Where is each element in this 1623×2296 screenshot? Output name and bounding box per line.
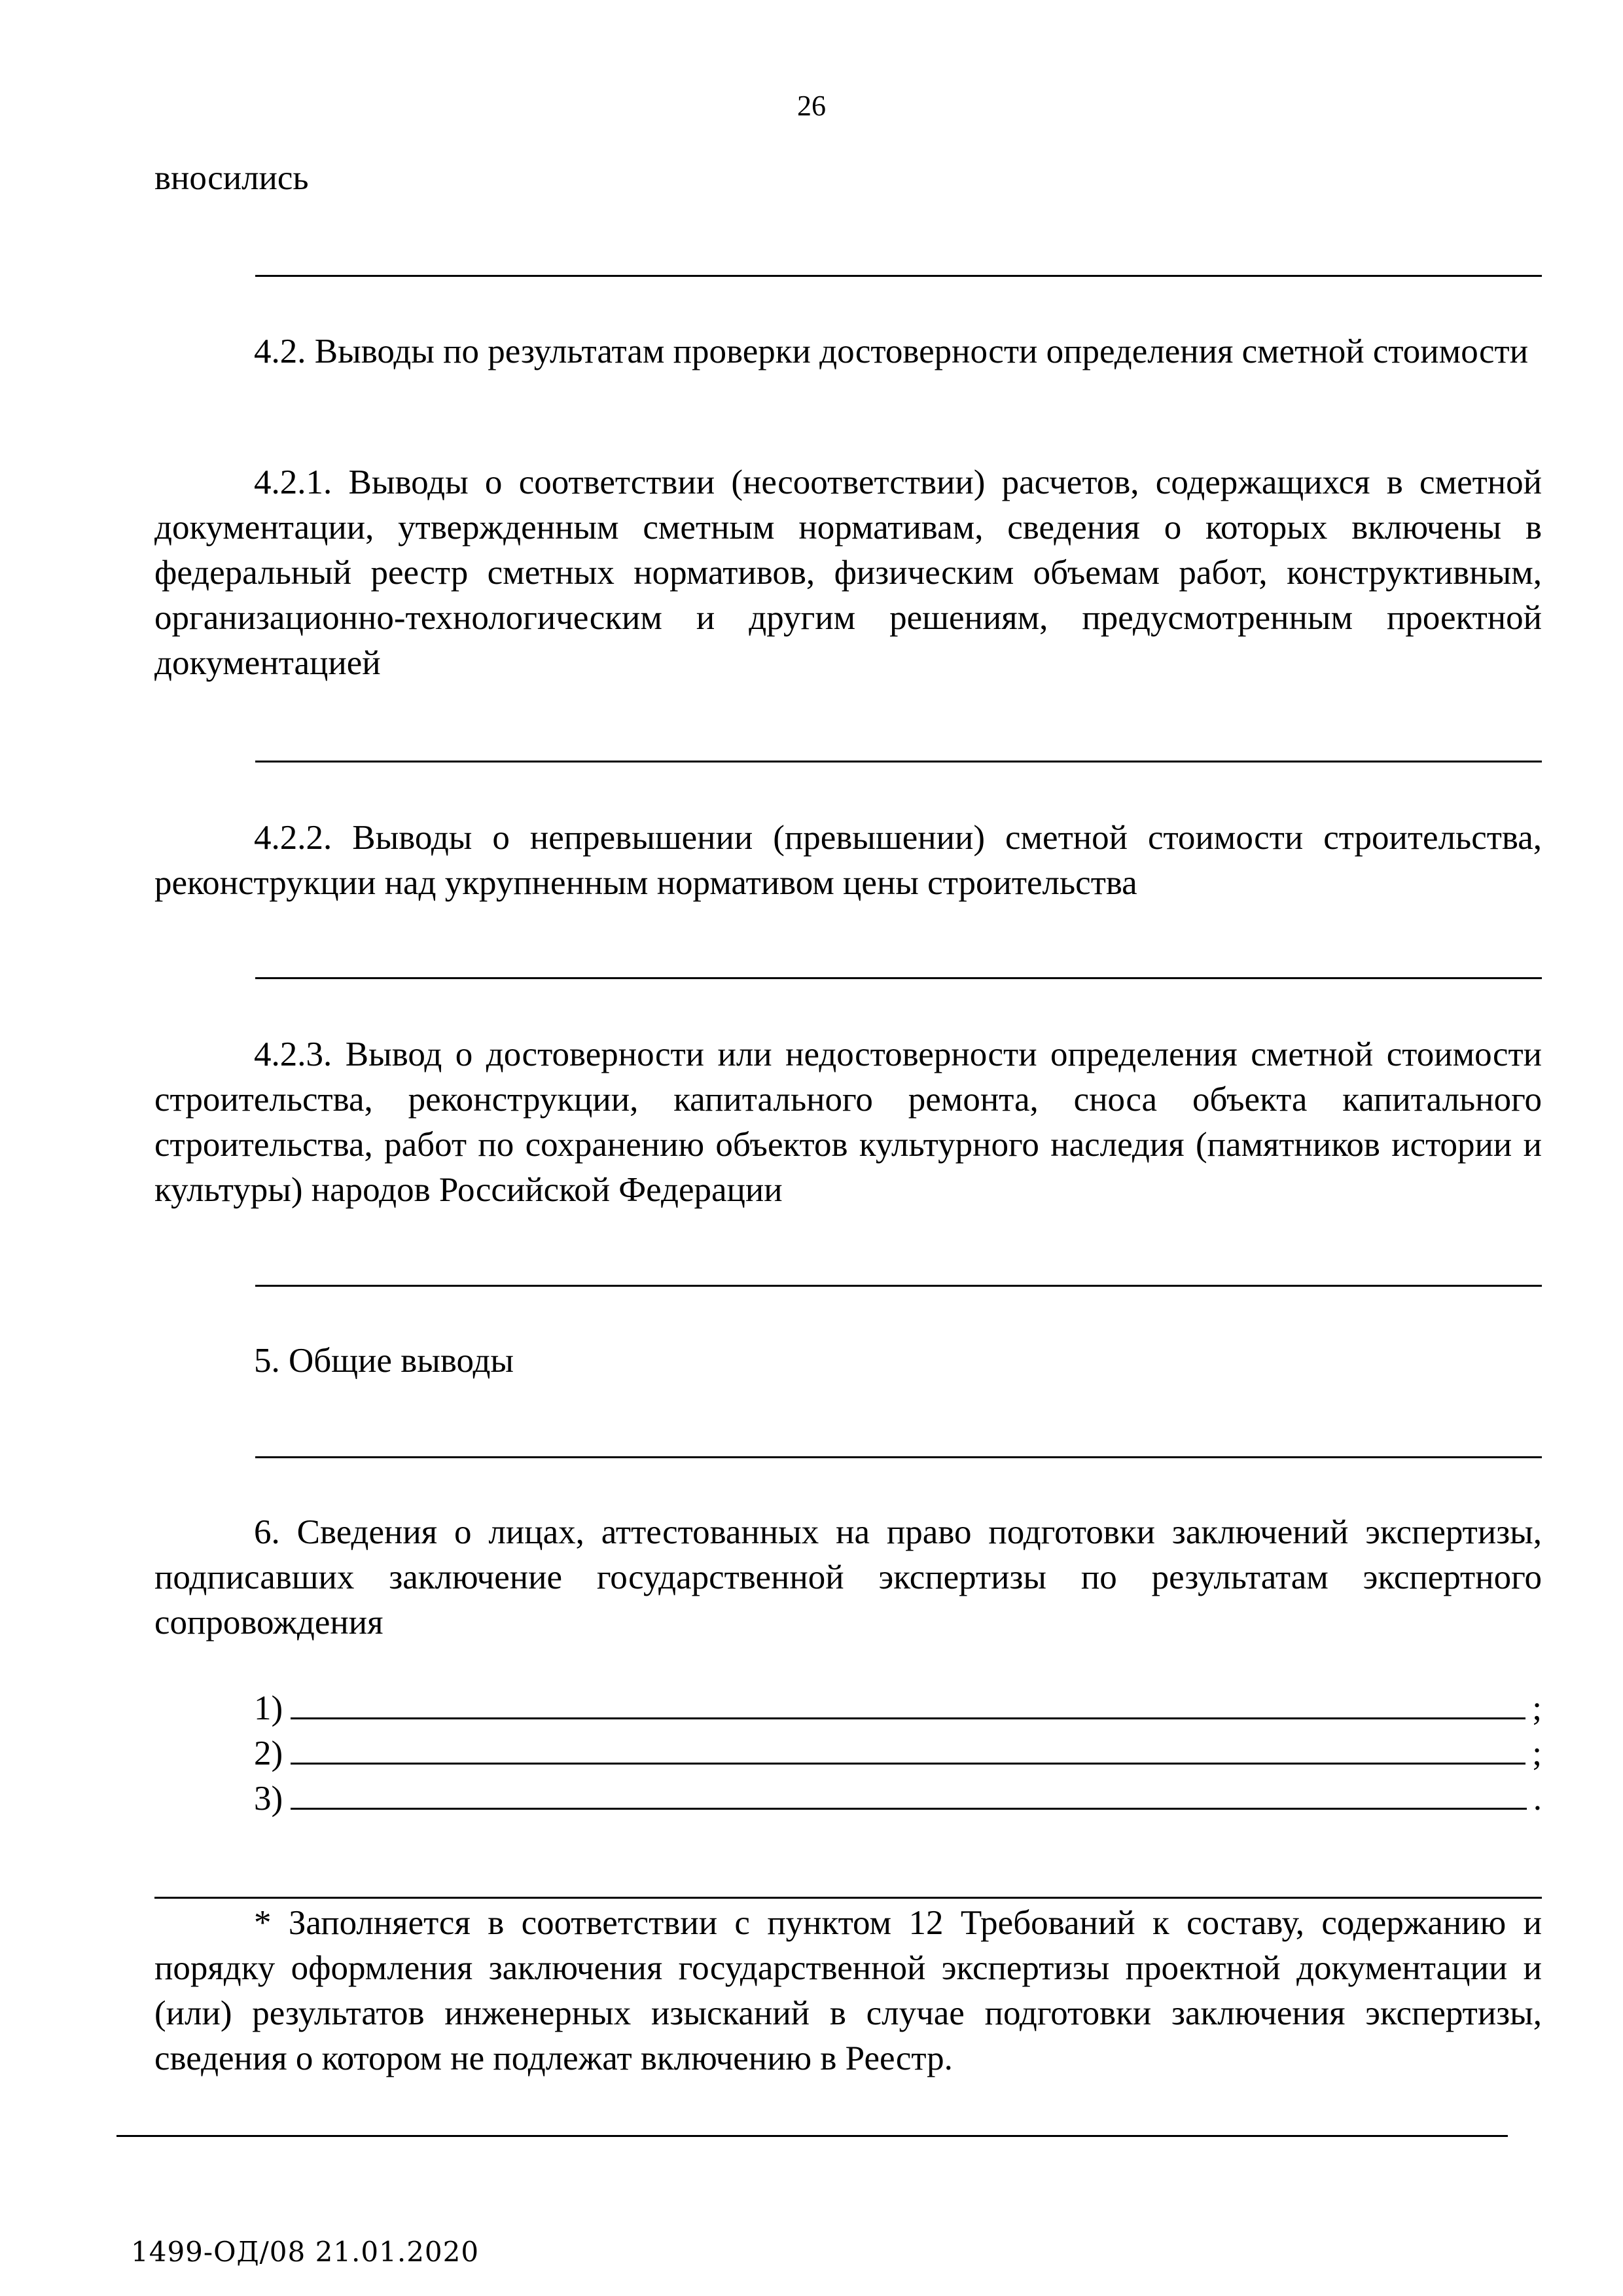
signer-entry-3 xyxy=(254,1776,1542,1821)
list-number: 3) xyxy=(254,1780,283,1818)
answer-line xyxy=(255,977,1542,979)
signer-entry-1 xyxy=(254,1686,1542,1731)
answer-line xyxy=(255,275,1542,277)
section-6-heading: 6. Сведения о лицах, аттестованных на право подготовки заключений экспертизы, подписавших заключение государственной экспертизы по результатам экспертного сопровождения xyxy=(154,1513,1542,1641)
document-code: 1499-ОД/08 21.01.2020 xyxy=(131,2236,480,2268)
continuation-text: вносились xyxy=(154,159,309,197)
signer-line xyxy=(291,1686,1525,1719)
list-punctuation: ; xyxy=(1532,1734,1542,1772)
section-5-heading: 5. Общие выводы xyxy=(254,1342,514,1380)
answer-line xyxy=(255,1285,1542,1287)
signer-entry-2 xyxy=(254,1731,1542,1776)
signer-line xyxy=(291,1776,1527,1810)
section-4-2-3-heading: 4.2.3. Вывод о достоверности или недостоверности определения сметной стоимости строительства, реконструкции, капитального ремонта, сноса объекта капитального строительства, работ по сохранению объектов культурного наследия (памятников истории и культуры) народов Российской Федерации xyxy=(154,1035,1542,1209)
footnote-separator xyxy=(154,1897,1542,1899)
list-number: 2) xyxy=(254,1734,283,1772)
page-number: 26 xyxy=(797,90,826,122)
signer-line xyxy=(291,1731,1525,1765)
answer-line xyxy=(255,761,1542,762)
section-4-2-2-heading: 4.2.2. Выводы о непревышении (превышении) сметной стоимости строительства, реконструкции над укрупненным нормативом цены строительства xyxy=(154,819,1542,902)
section-4-2-heading: 4.2. Выводы по результатам проверки достоверности определения сметной стоимости xyxy=(254,332,1529,370)
footnote: * Заполняется в соответствии с пунктом 12 Требований к составу, содержанию и порядку оформления заключения государственной экспертизы проектной документации и (или) результатов инженерных изысканий в случае подготовки заключения экспертизы, сведения о котором не подлежат включению в Реестр. xyxy=(154,1904,1542,2077)
list-number: 1) xyxy=(254,1689,283,1727)
section-4-2-1-heading: 4.2.1. Выводы о соответствии (несоответствии) расчетов, содержащихся в сметной документации, утвержденным сметным нормативам, сведения о которых включены в федеральный реестр сметных нормативов, физическим объемам работ, конструктивным, организационно-технологическим и другим решениям, предусмотренным проектной документацией xyxy=(154,463,1542,682)
footer-separator xyxy=(116,2135,1508,2137)
list-punctuation: . xyxy=(1533,1780,1542,1818)
answer-line xyxy=(255,1456,1542,1458)
list-punctuation: ; xyxy=(1532,1689,1542,1727)
